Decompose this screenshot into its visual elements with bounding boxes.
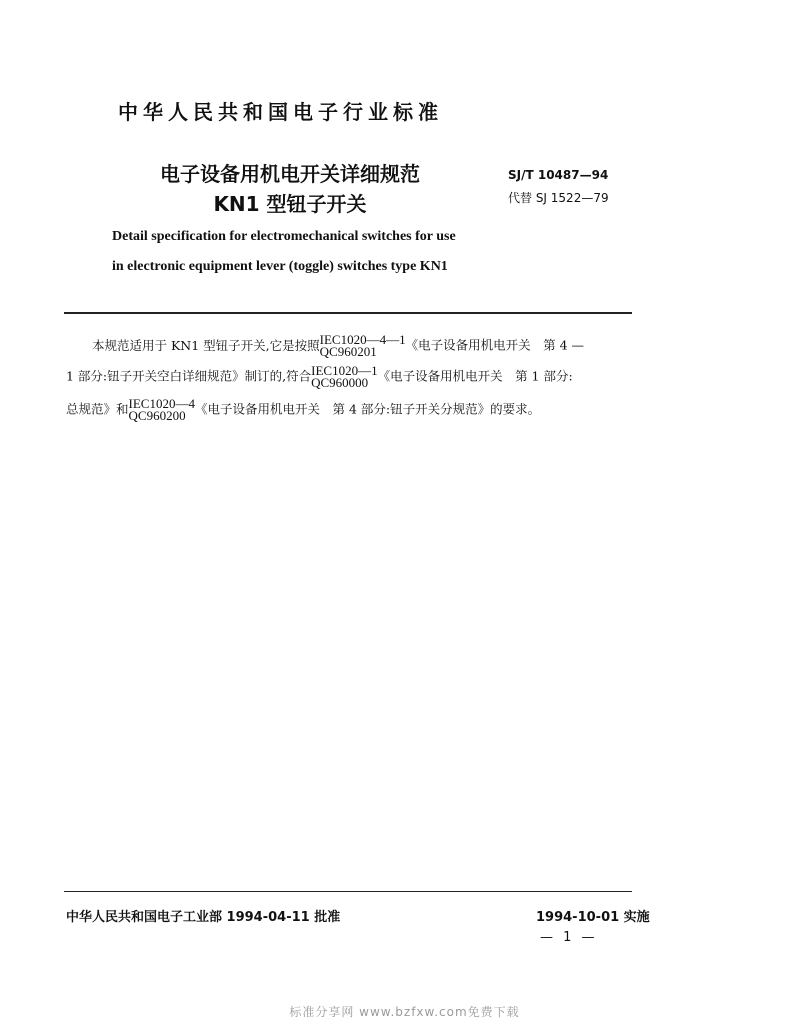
chinese-title-line-1: 电子设备用机电开关详细规范 (160, 162, 420, 186)
body-line-3 (66, 398, 636, 422)
top-divider (64, 312, 632, 314)
implementation-date: 1994-10-01 实施 (536, 910, 650, 925)
approval-statement: 中华人民共和国电子工业部 1994-04-11 批准 (66, 910, 341, 925)
body-line-2 (66, 365, 636, 389)
reference-iec-code: IEC1020—4 (128, 396, 195, 411)
reference-qc-code: QC960201 (319, 344, 377, 359)
english-title-line-2: in electronic equipment lever (toggle) switches type KN1 (112, 259, 448, 274)
reference-iec1020-1 (311, 365, 377, 389)
english-title-line-1: Detail specification for electromechanical switches for use (112, 229, 456, 244)
reference-iec-code: IEC1020—4—1 (319, 332, 406, 347)
page-number: — 1 — (540, 930, 598, 945)
reference-iec1020-4 (129, 398, 195, 422)
body-line-2-prefix: 1 部分:钮子开关空白详细规范》制订的,符合 (66, 368, 312, 384)
reference-qc-code: QC960000 (311, 375, 369, 390)
body-line-1-suffix: 《电子设备用机电开关 第 4 — (405, 337, 585, 353)
reference-iec-code: IEC1020—1 (311, 363, 378, 378)
bottom-divider (64, 891, 632, 892)
english-title (112, 222, 462, 282)
standard-type-header: 中华人民共和国电子行业标准 (118, 100, 443, 124)
body-line-3-suffix: 《电子设备用机电开关 第 4 部分:钮子开关分规范》的要求。 (194, 401, 541, 417)
body-line-1 (66, 334, 636, 358)
chinese-title-line-2: KN1 型钮子开关 (213, 192, 367, 216)
body-line-2-suffix: 《电子设备用机电开关 第 1 部分: (377, 368, 573, 384)
watermark: 标准分享网 www.bzfxw.com免费下载 (289, 1005, 520, 1019)
reference-qc-code: QC960200 (128, 408, 186, 423)
body-line-1-prefix: 本规范适用于 KN1 型钮子开关,它是按照 (92, 337, 320, 353)
replaces-standard: 代替 SJ 1522—79 (508, 191, 609, 205)
body-line-3-prefix: 总规范》和 (66, 401, 129, 417)
reference-iec1020-4-1 (320, 334, 406, 358)
standard-number: SJ/T 10487—94 (508, 168, 609, 182)
